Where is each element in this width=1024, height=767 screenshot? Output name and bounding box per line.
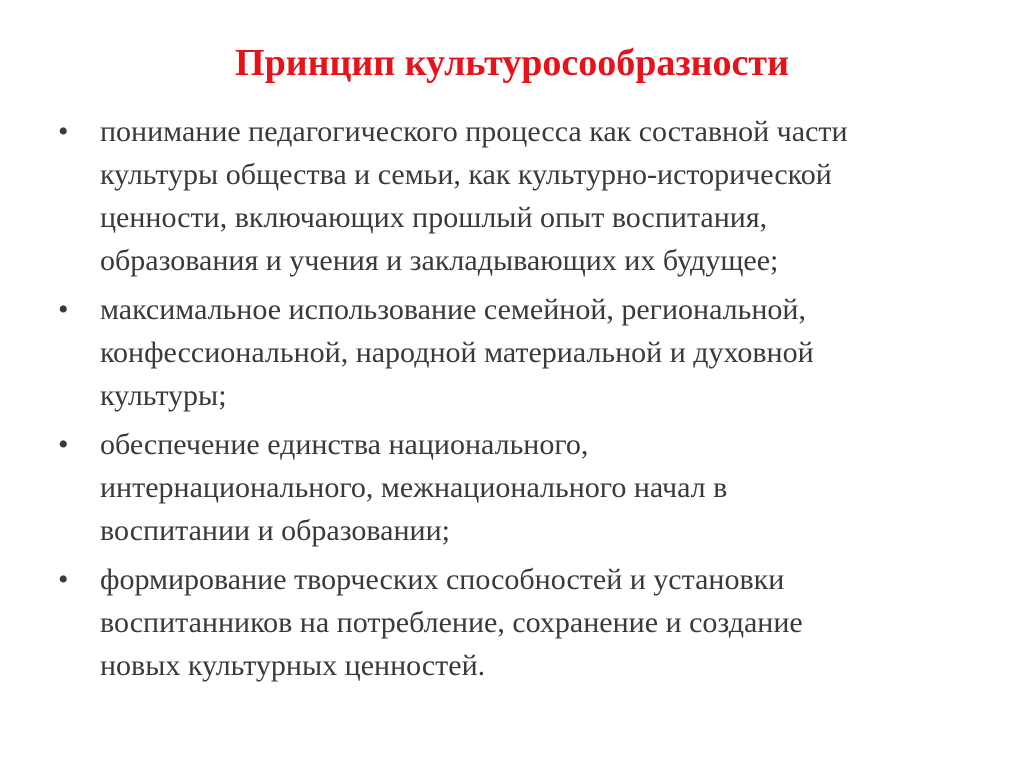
bullet-text: максимальное использование семейной, региональной, конфессиональной, народной материальной и духовной культуры;: [100, 293, 814, 412]
bullet-icon: •: [58, 115, 69, 148]
bullet-text: формирование творческих способностей и установки воспитанников на потребление, сохранение и создание новых культурных ценностей.: [100, 563, 803, 682]
slide-title: Принцип культуросообразности: [235, 42, 789, 84]
bullet-icon: •: [58, 428, 69, 461]
bullet-list: [0, 110, 1024, 693]
bullet-text: обеспечение единства национального, интернационального, межнационального начал в воспитании и образовании;: [100, 428, 728, 547]
bullet-item-1: [0, 110, 1024, 282]
bullet-item-3: [0, 423, 1024, 552]
bullet-icon: •: [58, 563, 69, 596]
bullet-text: понимание педагогического процесса как составной части культуры общества и семьи, как культурно-исторической ценности, включающих прошлый опыт воспитания, образования и учения и закладывающих их будущее;: [100, 115, 848, 277]
bullet-item-2: [0, 288, 1024, 417]
bullet-item-4: [0, 558, 1024, 687]
bullet-icon: •: [58, 293, 69, 326]
